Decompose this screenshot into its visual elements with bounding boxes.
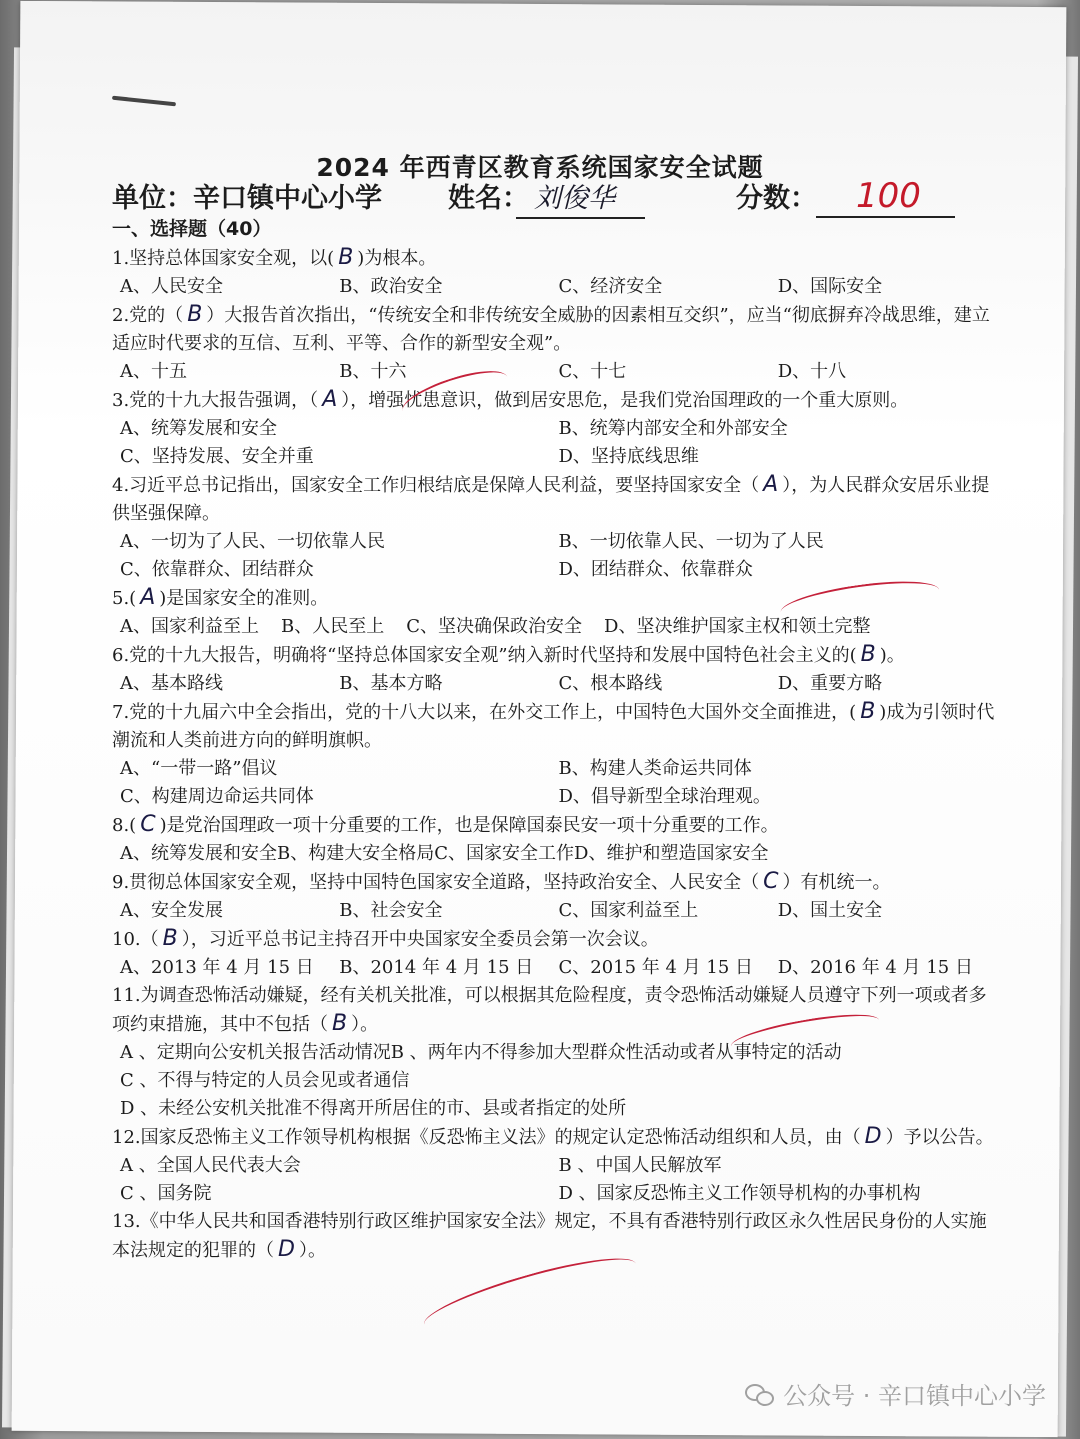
question-8 bbox=[112, 811, 997, 868]
option: D、2016 年 4 月 15 日 bbox=[777, 957, 973, 978]
option: B、构建大安全格局 bbox=[277, 843, 435, 864]
option: A、人民安全 bbox=[120, 276, 223, 297]
question-text-end: )。 bbox=[879, 645, 905, 666]
option: A 、全国人民代表大会 bbox=[120, 1155, 301, 1176]
name-label: 姓名： bbox=[448, 183, 529, 214]
option: D、维护和塑造国家安全 bbox=[574, 843, 769, 864]
option: B、十六 bbox=[339, 361, 407, 382]
question-text: 6.党的十九大报告，明确将“坚持总体国家安全观”纳入新时代坚持和发展中国特色社会主义的( bbox=[112, 645, 857, 666]
question-12 bbox=[112, 1123, 997, 1208]
option: C、根本路线 bbox=[558, 673, 663, 694]
exam-title: 2024 年西青区教育系统国家安全试题 bbox=[316, 153, 764, 182]
question-text: 4.习近平总书记指出，国家安全工作归根结底是保障人民利益，要坚持国家安全（ bbox=[112, 475, 760, 496]
question-text: 3.党的十九大报告强调，（ bbox=[112, 390, 319, 411]
question-text-end: ）大报告首次指出，“传统安全和非传统安全威胁的因素相互交织”，应当“彻底摒弃冷战思维，建立适应时代要求的互信、互利、平等、合作的新型安全观”。 bbox=[112, 305, 990, 354]
score-label: 分数： bbox=[736, 183, 817, 214]
option: C 、国务院 bbox=[120, 1183, 212, 1204]
answer: A bbox=[140, 585, 156, 610]
exam-header bbox=[112, 176, 992, 218]
question-text: 11.为调查恐怖活动嫌疑，经有关机关批准，可以根据其危险程度，责令恐怖活动嫌疑人员遵守下列一项或者多项约束措施，其中不包括（ bbox=[112, 985, 987, 1035]
option: C、坚决确保政治安全 bbox=[406, 616, 583, 637]
question-text: 2.党的（ bbox=[112, 305, 184, 326]
question-6 bbox=[112, 641, 997, 698]
question-4 bbox=[112, 471, 997, 584]
question-text: 8.( bbox=[112, 815, 137, 836]
question-1 bbox=[112, 244, 997, 301]
question-9 bbox=[112, 868, 997, 925]
answer: D bbox=[864, 1124, 882, 1149]
question-10 bbox=[112, 925, 997, 982]
option: B 、两年内不得参加大型群众性活动或者从事特定的活动 bbox=[390, 1042, 842, 1063]
option: D、团结群众、依靠群众 bbox=[558, 559, 753, 580]
question-text: 13.《中华人民共和国香港特别行政区维护国家安全法》规定，不具有香港特别行政区永久性居民身份的人实施本法规定的犯罪的（ bbox=[112, 1211, 987, 1261]
option: A、2013 年 4 月 15 日 bbox=[120, 957, 314, 978]
answer: B bbox=[860, 642, 876, 667]
question-text-end: ），为人民群众安居乐业提供坚强保障。 bbox=[112, 475, 990, 524]
option: A 、定期向公安机关报告活动情况 bbox=[120, 1042, 391, 1063]
question-text: 5.( bbox=[112, 588, 137, 609]
option: C、依靠群众、团结群众 bbox=[120, 559, 314, 580]
option: A、十五 bbox=[120, 361, 187, 382]
option: D、十八 bbox=[777, 361, 847, 382]
question-text-end: )是党治国理政一项十分重要的工作，也是保障国泰民安一项十分重要的工作。 bbox=[159, 815, 779, 836]
question-text: 7.党的十九届六中全会指出，党的十八大以来，在外交工作上，中国特色大国外交全面推进，( bbox=[112, 702, 857, 723]
option: B、一切依靠人民、一切为了人民 bbox=[558, 531, 824, 552]
option: A、统筹发展和安全 bbox=[120, 418, 277, 439]
answer: D bbox=[278, 1237, 295, 1262]
question-7 bbox=[112, 698, 997, 811]
question-text-end: )是国家安全的准则。 bbox=[159, 588, 329, 609]
option: D、国际安全 bbox=[777, 276, 883, 297]
question-text-end: ）。 bbox=[298, 1240, 326, 1261]
answer: B bbox=[338, 245, 354, 270]
option: C 、不得与特定的人员会见或者通信 bbox=[120, 1070, 410, 1091]
option: B、统筹内部安全和外部安全 bbox=[558, 418, 788, 439]
option: C、2015 年 4 月 15 日 bbox=[558, 957, 754, 978]
question-list bbox=[112, 244, 997, 1265]
option: D、国土安全 bbox=[777, 900, 883, 921]
question-text: 9.贯彻总体国家安全观，坚持中国特色国家安全道路，坚持政治安全、人民安全（ bbox=[112, 872, 760, 893]
option: B、政治安全 bbox=[339, 276, 443, 297]
option: D、坚持底线思维 bbox=[558, 446, 699, 467]
option: C、构建周边命运共同体 bbox=[120, 786, 314, 807]
option: B 、中国人民解放军 bbox=[558, 1155, 722, 1176]
answer: B bbox=[187, 302, 203, 327]
option: A、国家利益至上 bbox=[120, 616, 259, 637]
question-11 bbox=[112, 982, 997, 1123]
option: C、经济安全 bbox=[558, 276, 663, 297]
question-text-end: ）予以公告。 bbox=[885, 1127, 994, 1148]
question-3 bbox=[112, 386, 997, 471]
option: B、社会安全 bbox=[339, 900, 443, 921]
option: C、国家安全工作 bbox=[434, 843, 575, 864]
option: C、国家利益至上 bbox=[558, 900, 699, 921]
option: C、坚持发展、安全并重 bbox=[120, 446, 314, 467]
option: D 、未经公安机关批准不得离开所居住的市、县或者指定的处所 bbox=[120, 1098, 627, 1119]
option: A、安全发展 bbox=[120, 900, 223, 921]
score-value: 100 bbox=[816, 176, 955, 218]
answer: C bbox=[763, 869, 779, 894]
option: D、倡导新型全球治理观。 bbox=[558, 786, 771, 807]
option: A、“一带一路”倡议 bbox=[120, 758, 278, 779]
question-text-end: )成为引领时代潮流和人类前进方向的鲜明旗帜。 bbox=[112, 702, 995, 751]
option: D、重要方略 bbox=[777, 673, 883, 694]
question-text: 1.坚持总体国家安全观，以( bbox=[112, 248, 335, 269]
question-text-end: ）有机统一。 bbox=[782, 872, 891, 893]
question-text-end: ），习近平总书记主持召开中央国家安全委员会第一次会议。 bbox=[181, 929, 659, 950]
answer: A bbox=[322, 387, 338, 412]
wechat-watermark bbox=[745, 1376, 1046, 1411]
question-2 bbox=[112, 301, 997, 386]
answer: C bbox=[140, 812, 156, 837]
option: B、基本方略 bbox=[339, 673, 443, 694]
question-text: 10.（ bbox=[112, 929, 159, 950]
answer: A bbox=[763, 472, 779, 497]
option: D 、国家反恐怖主义工作领导机构的办事机构 bbox=[558, 1183, 921, 1204]
question-13 bbox=[112, 1208, 997, 1265]
name-value: 刘俊华 bbox=[516, 176, 645, 219]
option: B、构建人类命运共同体 bbox=[558, 758, 752, 779]
option: A、统筹发展和安全 bbox=[120, 843, 277, 864]
unit-label: 单位：辛口镇中心小学 bbox=[112, 183, 382, 214]
answer: B bbox=[860, 699, 876, 724]
answer: B bbox=[332, 1011, 348, 1036]
section-heading: 一、选择题（40） bbox=[112, 218, 272, 240]
option: B、2014 年 4 月 15 日 bbox=[339, 957, 534, 978]
question-text: 12.国家反恐怖主义工作领导机构根据《反恐怖主义法》的规定认定恐怖活动组织和人员，由（ bbox=[112, 1127, 861, 1148]
option: D、坚决维护国家主权和领土完整 bbox=[604, 616, 871, 637]
question-text-end: )为根本。 bbox=[357, 248, 437, 269]
option: C、十七 bbox=[558, 361, 627, 382]
wechat-icon bbox=[745, 1382, 775, 1406]
option: A、基本路线 bbox=[120, 673, 223, 694]
watermark-text: 公众号 · 辛口镇中心小学 bbox=[783, 1382, 1046, 1410]
answer: B bbox=[162, 926, 178, 951]
option: B、人民至上 bbox=[281, 616, 385, 637]
option: A、一切为了人民、一切依靠人民 bbox=[120, 531, 385, 552]
question-text-end: ），增强忧患意识，做到居安思危，是我们党治国理政的一个重大原则。 bbox=[341, 390, 909, 411]
question-text-end: ）。 bbox=[351, 1014, 379, 1035]
